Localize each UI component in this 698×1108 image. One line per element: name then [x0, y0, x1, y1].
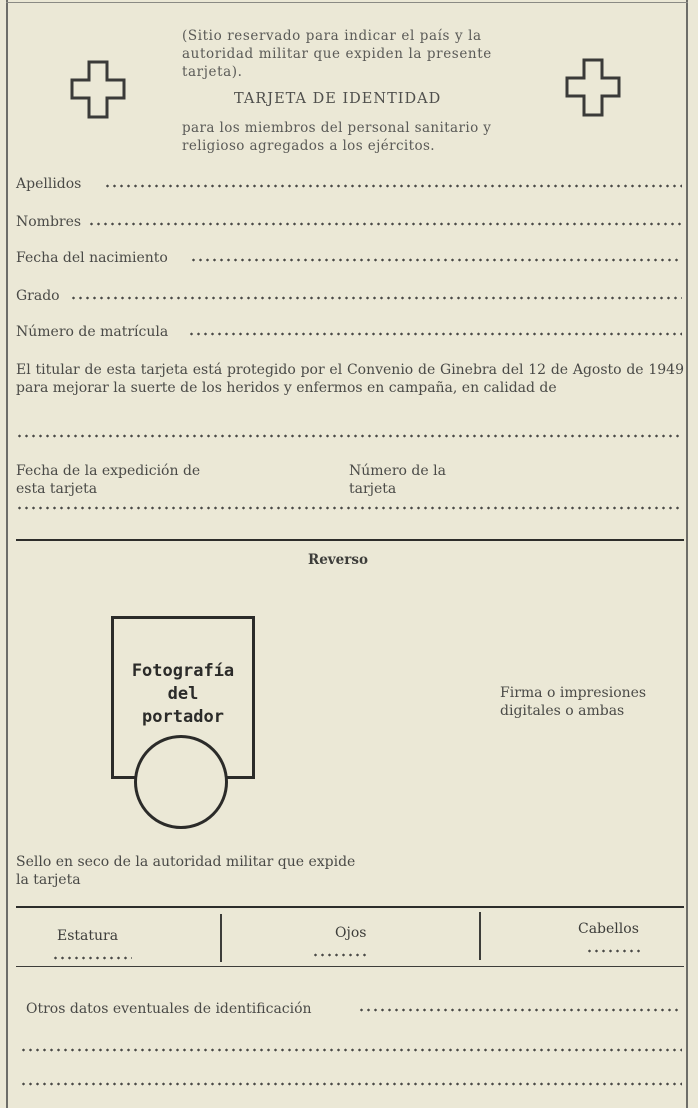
right-border: [686, 0, 688, 1108]
table-bottom-line: [16, 966, 684, 967]
sello-label: Sello en seco de la autoridad militar que expide la tarjeta: [16, 854, 356, 888]
otros-dots-1: [358, 1008, 682, 1012]
photo-label-line-1: Fotografía: [131, 661, 235, 681]
field-apellidos-label: Apellidos: [16, 176, 82, 192]
ojos-dots: [312, 953, 370, 957]
otros-dots-3: [20, 1082, 682, 1086]
table-top-line: [16, 906, 684, 908]
field-fecha-nacimiento-dots: [190, 258, 682, 262]
card-subtitle: para los miembros del personal sanitario y religioso agregados a los ejércitos.: [182, 120, 492, 154]
card-title: TARJETA DE IDENTIDAD: [234, 91, 442, 107]
otros-dots-2: [20, 1048, 682, 1052]
estatura-dots: [52, 956, 132, 960]
otros-datos-label: Otros datos eventuales de identificación: [26, 1001, 312, 1017]
table-divider-2: [479, 912, 481, 960]
cross-outline-icon: [565, 58, 621, 118]
table-divider-1: [220, 914, 222, 962]
cabellos-dots: [586, 949, 642, 953]
reverso-heading: Reverso: [308, 552, 368, 568]
column-cabellos: Cabellos: [578, 921, 639, 937]
field-matricula-dots: [188, 332, 682, 336]
column-estatura: Estatura: [57, 928, 119, 944]
photo-label-line-2: del: [167, 684, 199, 704]
cross-outline-icon: [70, 60, 126, 120]
field-grado-dots: [70, 296, 682, 300]
column-ojos: Ojos: [335, 925, 367, 941]
seal-circle: [134, 735, 228, 829]
section-divider: [16, 539, 684, 541]
field-nombres-dots: [88, 222, 682, 226]
photo-label-line-3: portador: [142, 707, 224, 727]
field-grado-label: Grado: [16, 288, 60, 304]
field-nombres-label: Nombres: [16, 214, 82, 230]
firma-label: Firma o impresiones digitales o ambas: [500, 685, 647, 719]
photo-label: [111, 660, 255, 729]
field-fecha-nacimiento-label: Fecha del nacimiento: [16, 250, 168, 266]
expedicion-dots: [16, 506, 682, 510]
left-border: [6, 0, 8, 1108]
top-border: [6, 2, 688, 3]
protection-paragraph: El titular de esta tarjeta está protegido por el Convenio de Ginebra del 12 de Agosto de 1949 para mejorar la suerte de los heridos y enfermos en campaña, en calidad de: [16, 362, 684, 396]
numero-tarjeta-label: Número de la tarjeta: [349, 463, 446, 497]
calidad-dots: [16, 434, 682, 438]
field-matricula-label: Número de matrícula: [16, 324, 169, 340]
header-note: (Sitio reservado para indicar el país y la autoridad militar que expiden la presente tarjeta).: [182, 28, 492, 80]
fecha-expedicion-label: Fecha de la expedición de esta tarjeta: [16, 463, 201, 497]
field-apellidos-dots: [104, 184, 682, 188]
